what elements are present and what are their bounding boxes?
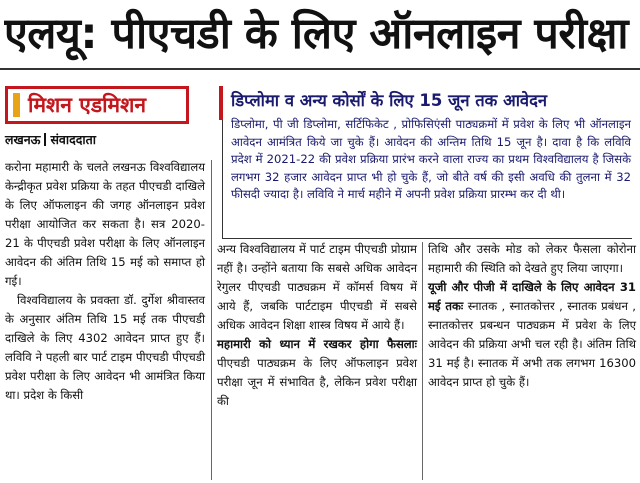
sidebar-body: डिप्लोमा, पी जी डिप्लोमा, सर्टिफिकेट , प्रोफिसिएंसी पाठ्यक्रमों में प्रवेश के लिए भी ऑनलाइन आवेदन आमंत्रित किये जा चुके हैं। आवेदन की अन्तिम तिथि 15 जून है। दावा है कि लविवि प्रदेश में 2021-22 की प्रवेश प्रक्रिया प्रारंभ करने वाला राज्य का प्रथम विश्वविद्यालय है जिसके लगभग 32 हजार आवेदन प्राप्त भी हो चुके हैं, जो बीते वर्ष की इसी अवधि की तुलना में 32 फीसदी ज्यादा है। लविवि ने मार्च महीने में अपनी प्रवेश प्रक्रिया प्रारम्भ कर दी थी।: [231, 117, 631, 201]
article-column-1: [5, 158, 205, 405]
col1-paragraph-2: विश्वविद्यालय के प्रवक्ता डॉ. दुर्गेश श्रीवास्तव के अनुसार अंतिम तिथि 15 मई तक पीएचडी दाखिले के लिए 4302 आवेदन प्राप्त हुए हैं। लविवि ने पहली बार पार्ट टाइम पीएचडी पीएचडी प्रवेश परीक्षा के लिए आवेदन भी आमंत्रित किया था। प्रदेश के किसी: [5, 293, 205, 402]
headline-rule: [0, 68, 640, 70]
col3-paragraph-1: तिथि और उसके मोड को लेकर फैसला कोरोना महामारी की स्थिति को देखते हुए लिया जाएगा।: [428, 242, 636, 275]
sidebar-heading: डिप्लोमा व अन्य कोर्सों के लिए 15 जून तक आवेदन: [231, 91, 548, 110]
article-column-2: [217, 240, 417, 411]
mission-accent-bar: [13, 93, 20, 117]
col1-paragraph-1: करोना महामारी के चलते लखनऊ विश्वविद्यालय केन्द्रीकृत प्रवेश प्रक्रिया के तहत पीएचडी दाखिले के लिए ऑफलाइन की जगह ऑनलाइन प्रवेश परीक्षा आयोजित कर सकता है। सत्र 2020-21 के पीएचडी प्रवेश परीक्षा के लिए ऑनलाइन आवेदन की अंतिम तिथि 15 मई को समाप्त हो गई।: [5, 160, 205, 288]
col2-paragraph-2: पीएचडी पाठ्यक्रम के लिए ऑफलाइन प्रवेश परीक्षा जून में संभावित है, लेकिन प्रवेश परीक्षा की: [217, 356, 417, 408]
col3-paragraph-2: स्नातक , स्नातकोत्तर , स्नातक प्रबंधन , स्नातकोत्तर प्रबन्धन पाठ्यक्रम में प्रवेश के लिए आवेदन की प्रक्रिया अभी चल रही है। अंतिम तिथि 31 मई है। स्नातक में अभी तक लगभग 16300 आवेदन प्राप्त हो चुके हैं।: [428, 299, 636, 389]
byline-separator: [44, 133, 46, 146]
byline-city: लखनऊ: [5, 132, 41, 147]
mission-label-box: [5, 86, 189, 124]
headline: एलयू: पीएचडी के लिए ऑनलाइन परीक्षा: [4, 9, 629, 59]
column-divider: [422, 242, 423, 480]
byline-author: संवाददाता: [50, 132, 96, 147]
sidebar-accent-stripe: [219, 86, 223, 120]
col3-subhead: यूजी और पीजी में दाखिले के लिए आवेदन 31 मई तकः: [428, 280, 636, 313]
byline: [5, 130, 96, 150]
col2-subhead: महामारी को ध्यान में रखकर होगा फैसलाः: [217, 337, 417, 351]
mission-label: मिशन एडमिशन: [28, 93, 147, 117]
article-column-3: [428, 240, 636, 392]
column-divider: [211, 160, 212, 480]
col2-paragraph-1: अन्य विश्वविद्यालय में पार्ट टाइम पीएचडी प्रोग्राम नहीं है। उन्होंने बताया कि सबसे अधिक आवेदन रेगुलर पीएचडी पाठ्यक्रम में कॉमर्स विषय में आये हैं, जबकि पार्टटाइम पीएचडी में सबसे अधिक आवेदन शिक्षा शास्त्र विषय में आये हैं।: [217, 242, 417, 332]
sidebar-box: [222, 86, 632, 239]
